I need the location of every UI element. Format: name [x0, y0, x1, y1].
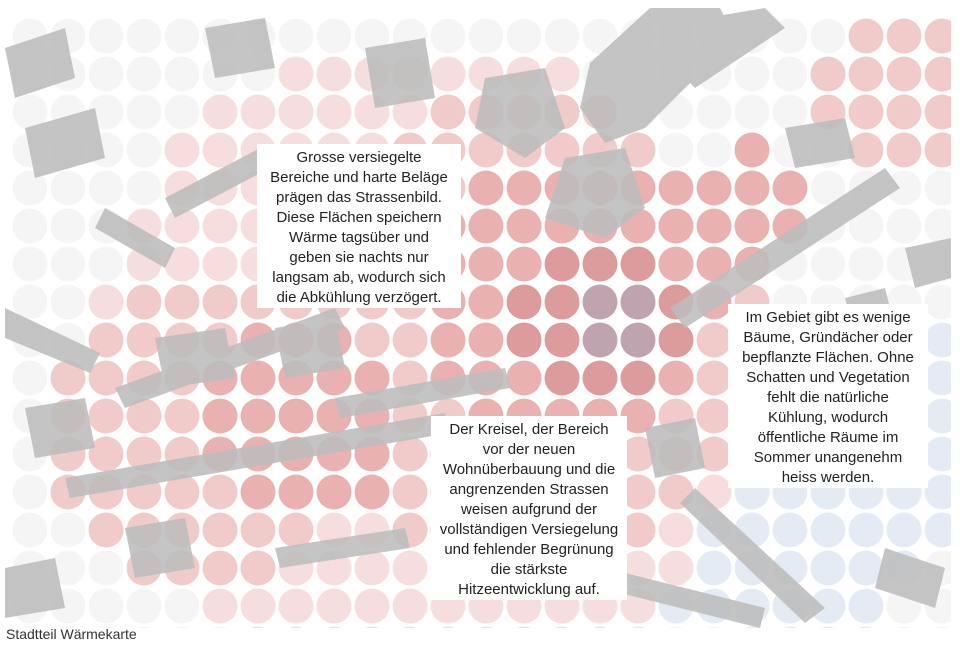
- building-compound: [905, 238, 951, 288]
- building-compound: [155, 328, 235, 388]
- annotation-few-trees: Im Gebiet gibt es wenige Bäume, Gründächer oder bepflanzte Flächen. Ohne Schatten und Vegetation fehlt die natürliche Kühlung, wodurch öffentliche Räume im Sommer unangenehm heiss werden.: [728, 304, 928, 488]
- building-compound: [25, 398, 95, 458]
- building-strip: [65, 413, 450, 498]
- building-strip: [335, 368, 510, 418]
- annotation-sealed-surfaces: Grosse versiegelte Bereiche und harte Beläge prägen das Strassenbild. Diese Flächen speichern Wärme tagsüber und geben sie nachts nur langsam ab, wodurch sich die Abkühlung verzögert.: [257, 144, 461, 308]
- building-strip: [165, 148, 270, 218]
- building-compound: [875, 548, 945, 608]
- building-strip: [95, 208, 175, 268]
- building-compound: [365, 38, 435, 108]
- building-compound: [475, 68, 565, 158]
- building-compound: [5, 28, 75, 98]
- map-caption: Stadtteil Wärmekarte: [6, 626, 137, 642]
- building-compound: [25, 108, 105, 178]
- building-compound: [785, 118, 855, 168]
- building-compound: [5, 558, 65, 618]
- building-compound: [545, 148, 645, 238]
- building-compound: [205, 18, 275, 78]
- building-strip: [5, 308, 100, 373]
- building-compound: [125, 518, 195, 578]
- annotation-roundabout: Der Kreisel, der Bereich vor der neuen Wohnüberbauung und die angrenzenden Strassen weisen aufgrund der vollständigen Versiegelung und fehlender Begrünung die stärkste Hitzeentwicklung auf.: [431, 416, 627, 600]
- building-strip: [275, 528, 410, 568]
- building-compound: [645, 418, 705, 478]
- heat-map: [5, 8, 951, 628]
- building-compound: [275, 318, 345, 378]
